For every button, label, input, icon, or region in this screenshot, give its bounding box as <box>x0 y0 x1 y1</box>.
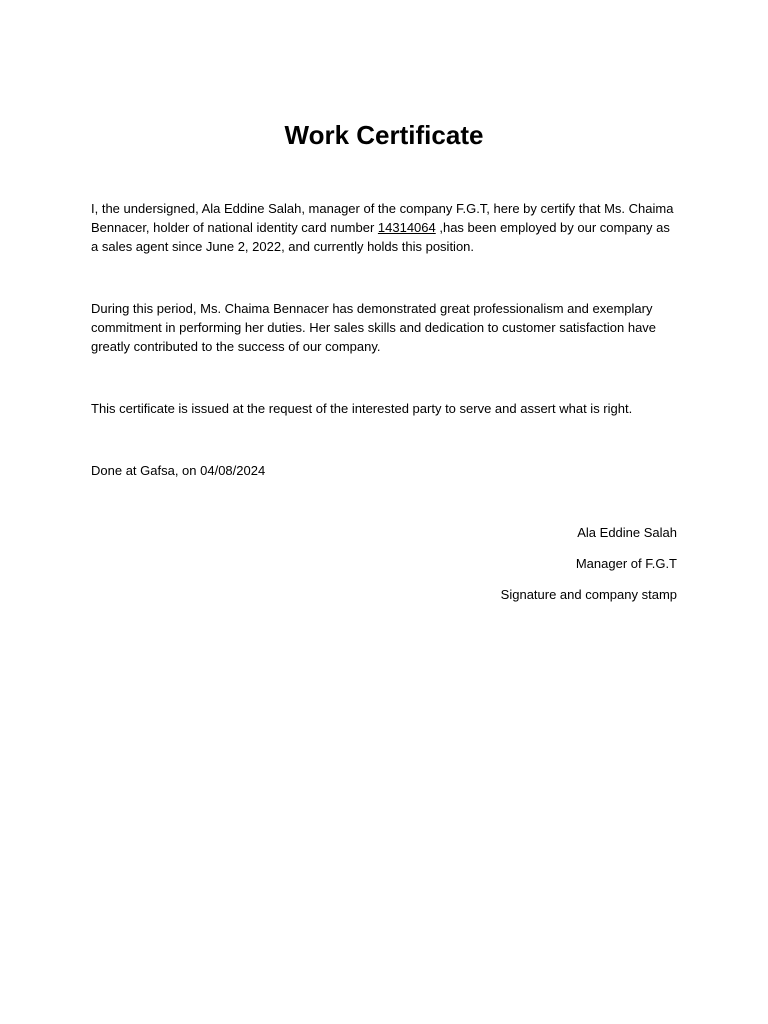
signatory-name: Ala Eddine Salah <box>577 525 677 540</box>
national-id-number: 14314064 <box>377 220 436 235</box>
document-title: Work Certificate <box>284 120 484 150</box>
performance-paragraph: During this period, Ms. Chaima Bennacer has demonstrated great professionalism and exemplary commitment in performing her duties. Her sales skills and dedication to customer satisfaction have greatly contributed to the success of our company. <box>91 301 657 354</box>
place-date-line: Done at Gafsa, on 04/08/2024 <box>91 463 266 478</box>
certification-text-start: I, the undersigned, Ala Eddine Salah, manager of the company F.G.T, here by certify that Ms. Chaima Bennacer, holder of national identity card number <box>91 201 674 235</box>
purpose-paragraph: This certificate is issued at the request of the interested party to serve and assert what is right. <box>91 401 633 416</box>
document-body <box>91 199 677 616</box>
certification-paragraph <box>91 199 677 256</box>
signatory-role: Manager of F.G.T <box>575 556 677 571</box>
signature-stamp-note: Signature and company stamp <box>500 587 677 602</box>
certification-text-end: ,has been employed by our company as a sales agent since June 2, 2022, and currently holds this position. <box>91 220 670 254</box>
